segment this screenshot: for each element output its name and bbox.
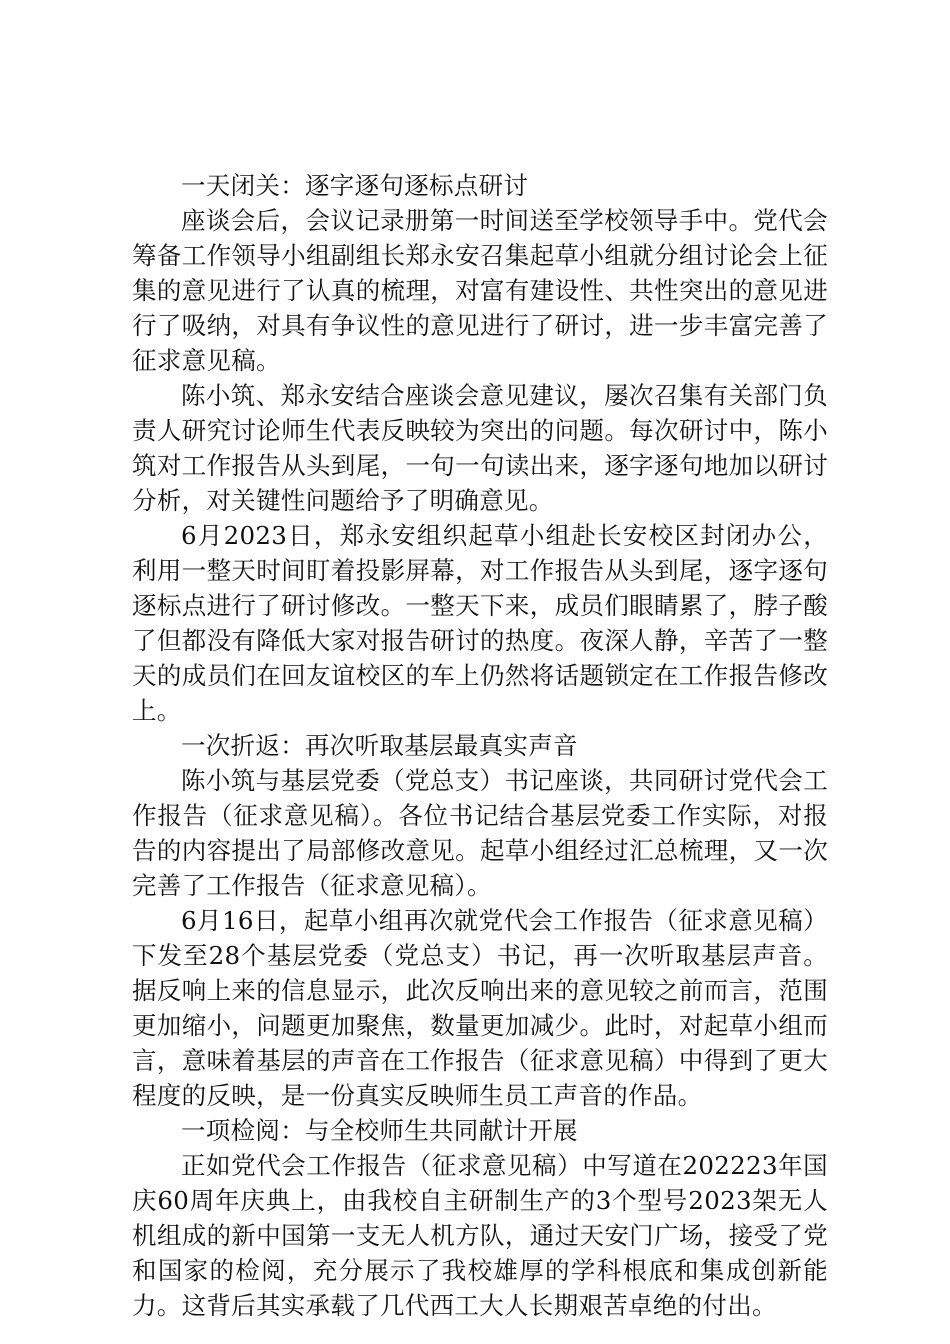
section-heading: 一次折返：再次听取基层最真实声音 [181, 731, 578, 760]
section-heading: 一项检阅：与全校师生共同献计开展 [181, 1116, 578, 1145]
body-paragraph: 6月16日，起草小组再次就党代会工作报告（征求意见稿）下发至28个基层党委（党总支）书记，再一次听取基层声音。据反响上来的信息显示，此次反响出来的意见较之前而言，范围更加缩小，问题更加聚焦，数量更加减少。此时，对起草小组而言，意味着基层的声音在工作报告（征求意见稿）中得到了更大程度的反映，是一份真实反映师生员工声音的作品。 [132, 906, 828, 1110]
body-paragraph: 陈小筑、郑永安结合座谈会意见建议，屡次召集有关部门负责人研究讨论师生代表反映较为突出的问题。每次研讨中，陈小筑对工作报告从头到尾，一句一句读出来，逐字逐句地加以研讨分析，对关键性问题给予了明确意见。 [132, 381, 828, 515]
body-paragraph: 6月2023日，郑永安组织起草小组赴长安校区封闭办公，利用一整天时间盯着投影屏幕，对工作报告从头到尾，逐字逐句逐标点进行了研讨修改。一整天下来，成员们眼睛累了，脖子酸了但都没有降低大家对报告研讨的热度。夜深人静，辛苦了一整天的成员们在回友谊校区的车上仍然将话题锁定在工作报告修改上。 [132, 521, 828, 725]
body-paragraph: 正如党代会工作报告（征求意见稿）中写道在202223年国庆60周年庆典上，由我校自主研制生产的3个型号2023架无人机组成的新中国第一支无人机方队，通过天安门广场，接受了党和国家的检阅，充分展示了我校雄厚的学科根底和集成创新能力。这背后其实承载了几代西工大人长期艰苦卓绝的付出。 [132, 1151, 828, 1320]
body-paragraph: 陈小筑与基层党委（党总支）书记座谈，共同研讨党代会工作报告（征求意见稿）。各位书记结合基层党委工作实际，对报告的内容提出了局部修改意见。起草小组经过汇总梳理，又一次完善了工作报告（征求意见稿）。 [132, 766, 828, 900]
section-heading: 一天闭关：逐字逐句逐标点研讨 [181, 171, 529, 200]
body-paragraph: 座谈会后，会议记录册第一时间送至学校领导手中。党代会筹备工作领导小组副组长郑永安召集起草小组就分组讨论会上征集的意见进行了认真的梳理，对富有建设性、共性突出的意见进行了吸纳，对具有争议性的意见进行了研讨，进一步丰富完善了征求意见稿。 [132, 206, 828, 375]
document-body [132, 168, 828, 1323]
